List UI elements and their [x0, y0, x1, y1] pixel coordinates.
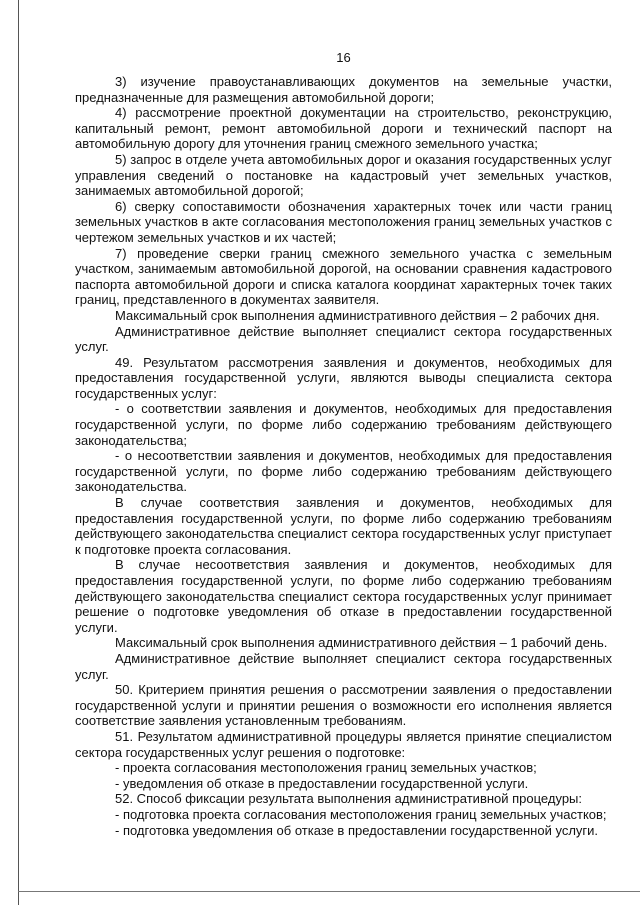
- paragraph-item-7: 7) проведение сверки границ смежного земельного участка с земельным участком, занимаемым автомобильной дорогой, на основании сравнения кадастрового паспорта автомобильной дороги и списка каталога координат характерных точек таких границ, представленного в документах заявителя.: [75, 245, 612, 308]
- paragraph-fix-draft: - подготовка проекта согласования местоположения границ земельных участков;: [115, 806, 607, 822]
- paragraph-deadline-1: Максимальный срок выполнения административного действия – 2 рабочих дня.: [115, 307, 600, 323]
- paragraph-result-draft: - проекта согласования местоположения границ земельных участков;: [115, 760, 537, 776]
- paragraph-noncompliance: - о несоответствии заявления и документов, необходимых для предоставления государственной услуги, по форме либо содержанию требованиям действующего законодательства.: [75, 448, 612, 495]
- paragraph-deadline-2: Максимальный срок выполнения административного действия – 1 рабочий день.: [115, 635, 608, 651]
- paragraph-item-4: 4) рассмотрение проектной документации на строительство, реконструкцию, капитальный ремонт, ремонт автомобильной дороги и технический паспорт на автомобильную дорогу для уточнения границ смежного земельного участка;: [75, 105, 612, 152]
- paragraph-executor-2: Административное действие выполняет специалист сектора государственных услуг.: [75, 650, 612, 682]
- page-number: 16: [336, 50, 351, 65]
- paragraph-result-refusal: - уведомления об отказе в предоставлении государственной услуги.: [115, 775, 529, 791]
- paragraph-item-5: 5) запрос в отделе учета автомобильных дорог и оказания государственных услуг управления сведений о постановке на кадастровый учет земельных участков, занимаемых автомобильной дорогой;: [75, 151, 612, 199]
- paragraph-executor-1: Административное действие выполняет специалист сектора государственных услуг.: [75, 323, 612, 355]
- paragraph-item-6: 6) сверку сопоставимости обозначения характерных точек или части границ земельных участков в акте согласования местоположения границ земельных участков с чертежом земельных участков и их частей;: [75, 198, 612, 245]
- paragraph-case-noncompliance: В случае несоответствия заявления и документов, необходимых для предоставления государственной услуги, по форме либо содержанию требованиям действующего законодательства специалист сектора государственных услуг принимает решение о подготовке уведомления об отказе в предоставлении государственной услуги.: [75, 557, 612, 635]
- paragraph-compliance: - о соответствии заявления и документов, необходимых для предоставления государственной услуги, по форме либо содержанию требованиям действующего законодательства;: [75, 401, 612, 448]
- paragraph-clause-51: 51. Результатом административной процедуры является принятие специалистом сектора государственных услуг решения о подготовке:: [75, 728, 612, 760]
- paragraph-fix-refusal: - подготовка уведомления об отказе в предоставлении государственной услуги.: [115, 822, 599, 838]
- paragraph-clause-49: 49. Результатом рассмотрения заявления и документов, необходимых для предоставления государственной услуги, являются выводы специалиста сектора государственных услуг:: [75, 354, 612, 401]
- paragraph-case-compliance: В случае соответствия заявления и документов, необходимых для предоставления государственной услуги, по форме либо содержанию требованиям действующего законодательства специалист сектора государственных услуг приступает к подготовке проекта согласования.: [75, 495, 612, 557]
- paragraph-clause-50: 50. Критерием принятия решения о рассмотрении заявления о предоставлении государственной услуги и принятии решения о возможности его исполнения является соответствие заявления установленным требованиям.: [75, 682, 612, 729]
- paragraph-clause-52: 52. Способ фиксации результата выполнения административной процедуры:: [115, 791, 583, 807]
- paragraph-item-3: 3) изучение правоустанавливающих документов на земельные участки, предназначенные для размещения автомобильной дороги;: [75, 74, 612, 105]
